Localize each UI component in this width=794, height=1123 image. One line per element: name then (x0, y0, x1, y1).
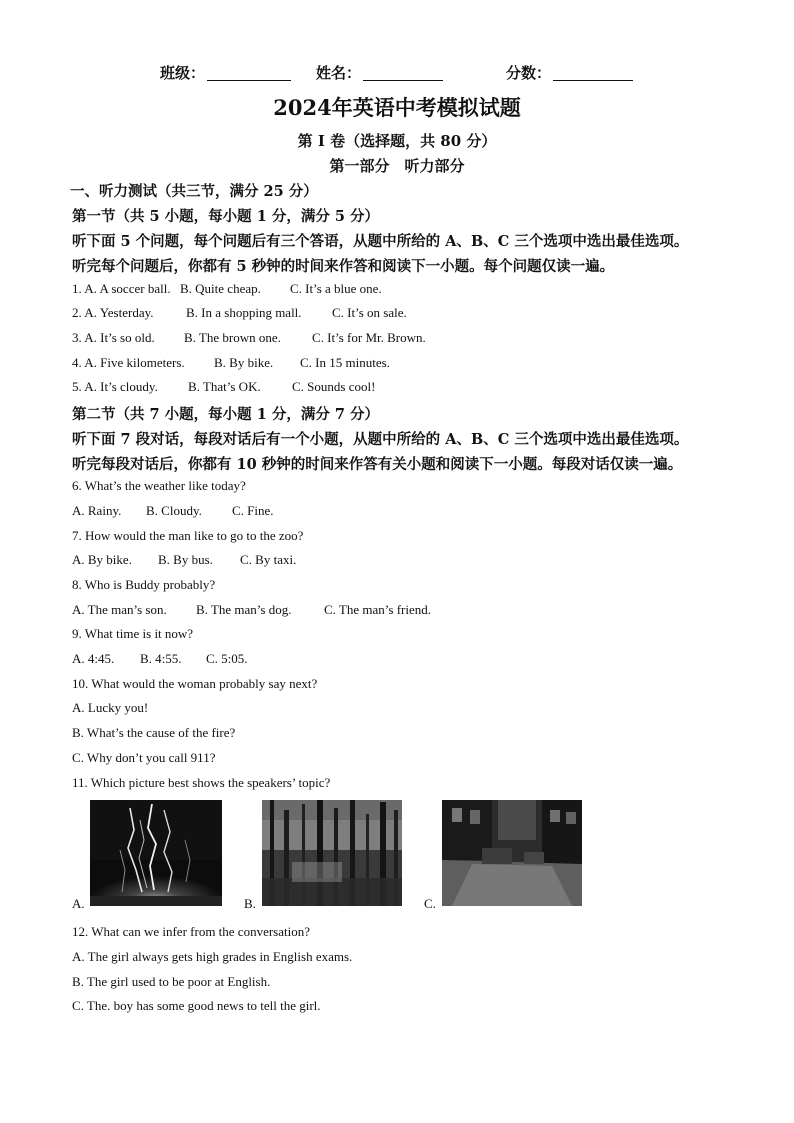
name-field (316, 62, 443, 83)
q9-option-a[interactable]: A. 4:45. (72, 651, 115, 666)
volume-heading: 第 I 卷（选择题，共 80 分） (297, 132, 497, 150)
q4-option-b[interactable]: B. By bike. (214, 355, 274, 370)
q3-option-a[interactable]: 3. A. It’s so old. (72, 330, 155, 345)
q12-stem: 12. What can we infer from the conversation? (72, 924, 310, 939)
q7-option-a[interactable]: A. By bike. (72, 552, 132, 567)
q6-option-c[interactable]: C. Fine. (232, 503, 274, 518)
exam-title: 2024年英语中考模拟试题 (273, 95, 521, 120)
q10-option-a[interactable]: A. Lucky you! (72, 700, 149, 715)
score-field (506, 62, 633, 83)
subsection-2-heading: 第二节（共 7 小题，每小题 1 分，满分 7 分） (72, 406, 380, 423)
q4-option-a[interactable]: 4. A. Five kilometers. (72, 355, 185, 370)
question-1 (72, 281, 382, 297)
name-blank[interactable] (363, 64, 443, 81)
subsection-2-instruction-2: 听完每段对话后，你都有 10 秒钟的时间来作答有关小题和阅读下一小题。每段对话仅读一遍。 (72, 456, 683, 473)
name-label: 姓名： (316, 64, 362, 82)
q7-option-c[interactable]: C. By taxi. (240, 552, 297, 567)
subsection-1-instruction-1: 听下面 5 个问题，每个问题后有三个答语，从题中所给的 A、B、C 三个选项中选出最佳选项。 (72, 233, 689, 250)
q10-option-c[interactable]: C. Why don’t you call 911? (72, 750, 216, 765)
q7-option-b[interactable]: B. By bus. (158, 552, 213, 567)
q5-option-c[interactable]: C. Sounds cool! (292, 379, 376, 394)
subsection-1-heading: 第一节（共 5 小题，每小题 1 分，满分 5 分） (72, 208, 380, 225)
subsection-2-instruction-1: 听下面 7 段对话，每段对话后有一个小题，从题中所给的 A、B、C 三个选项中选出最佳选项。 (72, 431, 689, 448)
score-label: 分数： (506, 64, 552, 82)
question-8-options (72, 602, 431, 618)
q11-label-a: A. (72, 896, 85, 911)
q8-option-b[interactable]: B. The man’s dog. (196, 602, 292, 617)
q10-option-b[interactable]: B. What’s the cause of the fire? (72, 725, 236, 740)
question-6-options (72, 503, 274, 519)
q1-option-a[interactable]: 1. A. A soccer ball. (72, 281, 171, 296)
part-heading: 第一部分 听力部分 (329, 157, 465, 175)
q8-option-c[interactable]: C. The man’s friend. (324, 602, 431, 617)
q6-stem: 6. What’s the weather like today? (72, 478, 246, 493)
q11-label-b: B. (244, 896, 256, 911)
q11-picture-options (72, 800, 592, 910)
q2-option-c[interactable]: C. It’s on sale. (332, 305, 407, 320)
flooded-street-picture[interactable] (442, 800, 582, 906)
question-5 (72, 379, 375, 395)
q1-option-b[interactable]: B. Quite cheap. (180, 281, 261, 296)
q9-option-b[interactable]: B. 4:55. (140, 651, 182, 666)
class-label: 班级： (160, 64, 206, 82)
q2-option-b[interactable]: B. In a shopping mall. (186, 305, 302, 320)
subsection-1-instruction-2: 听完每个问题后，你都有 5 秒钟的时间来作答和阅读下一小题。每个问题仅读一遍。 (72, 258, 615, 275)
q3-option-b[interactable]: B. The brown one. (184, 330, 281, 345)
question-3 (72, 330, 426, 346)
q11-stem: 11. Which picture best shows the speakers’ topic? (72, 775, 331, 790)
class-blank[interactable] (207, 64, 291, 81)
q12-option-a[interactable]: A. The girl always gets high grades in English exams. (72, 949, 353, 964)
q1-option-c[interactable]: C. It’s a blue one. (290, 281, 382, 296)
question-2 (72, 305, 407, 321)
q12-option-c[interactable]: C. The. boy has some good news to tell the girl. (72, 998, 321, 1013)
question-9-options (72, 651, 248, 667)
q9-option-c[interactable]: C. 5:05. (206, 651, 248, 666)
question-4 (72, 355, 390, 371)
q7-stem: 7. How would the man like to go to the zoo? (72, 528, 304, 543)
score-blank[interactable] (553, 64, 633, 81)
forest-fire-picture[interactable] (262, 800, 402, 906)
question-7-options (72, 552, 296, 568)
q10-stem: 10. What would the woman probably say next? (72, 676, 318, 691)
q3-option-c[interactable]: C. It’s for Mr. Brown. (312, 330, 426, 345)
q8-stem: 8. Who is Buddy probably? (72, 577, 216, 592)
q12-option-b[interactable]: B. The girl used to be poor at English. (72, 974, 271, 989)
class-field (160, 62, 291, 83)
q6-option-a[interactable]: A. Rainy. (72, 503, 122, 518)
section-heading: 一、听力测试（共三节，满分 25 分） (70, 183, 318, 200)
q6-option-b[interactable]: B. Cloudy. (146, 503, 202, 518)
q5-option-a[interactable]: 5. A. It’s cloudy. (72, 379, 158, 394)
q2-option-a[interactable]: 2. A. Yesterday. (72, 305, 154, 320)
q5-option-b[interactable]: B. That’s OK. (188, 379, 261, 394)
q11-label-c: C. (424, 896, 436, 911)
q9-stem: 9. What time is it now? (72, 626, 194, 641)
q8-option-a[interactable]: A. The man’s son. (72, 602, 167, 617)
lightning-picture[interactable] (90, 800, 222, 906)
q4-option-c[interactable]: C. In 15 minutes. (300, 355, 390, 370)
